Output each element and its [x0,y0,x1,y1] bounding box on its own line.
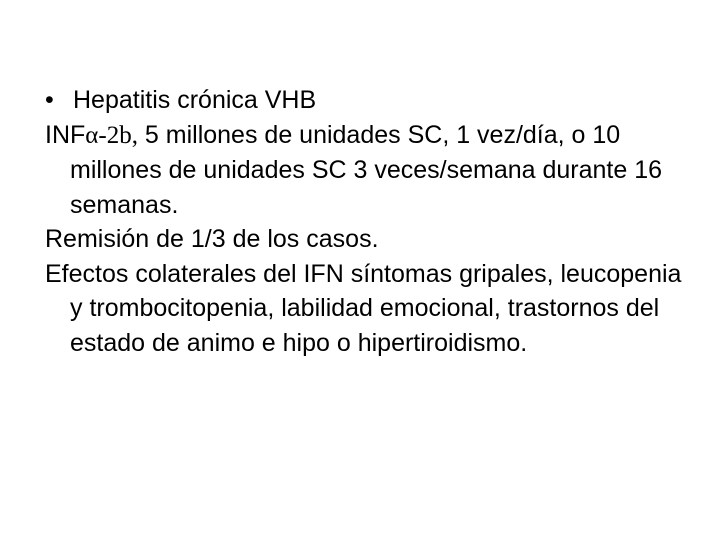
bullet-heading [45,83,685,118]
heading-text: Hepatitis crónica VHB [73,86,317,114]
remission-paragraph: Remisión de 1/3 de los casos. [45,225,379,253]
treatment-greek: α-2b, [85,121,138,149]
side-effects-paragraph: Efectos colaterales del IFN síntomas gripales, leucopenia y trombocitopenia, labilidad emocional, trastornos del estado de animo e hipo o hipertiroidismo. [45,259,682,357]
treatment-paragraph [45,118,685,223]
bullet-icon: • [45,86,54,114]
slide-content [45,83,685,360]
treatment-text: 5 millones de unidades SC, 1 vez/día, o 10 millones de unidades SC 3 veces/semana durante 16 semanas. [70,120,663,219]
treatment-prefix: INF [45,120,86,149]
